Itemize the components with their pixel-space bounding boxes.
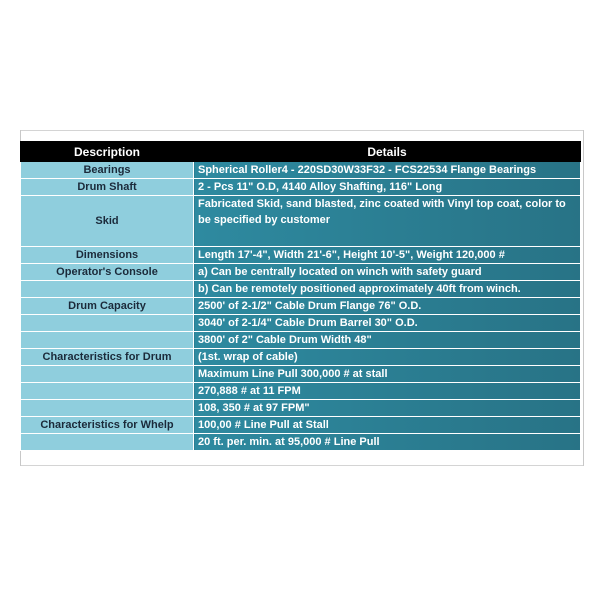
table-row bbox=[21, 434, 581, 451]
row-details: 3800' of 2" Cable Drum Width 48" bbox=[194, 332, 581, 349]
row-details: Spherical Roller4 - 220SD30W33F32 - FCS22534 Flange Bearings bbox=[194, 162, 581, 179]
row-description bbox=[21, 366, 194, 383]
row-description: Drum Capacity bbox=[21, 298, 194, 315]
table-row bbox=[21, 417, 581, 434]
header-row bbox=[21, 142, 581, 162]
row-description: Operator's Console bbox=[21, 264, 194, 281]
row-details: b) Can be remotely positioned approximately 40ft from winch. bbox=[194, 281, 581, 298]
row-description bbox=[21, 434, 194, 451]
row-details: 108, 350 # at 97 FPM" bbox=[194, 400, 581, 417]
row-description: Characteristics for Drum bbox=[21, 349, 194, 366]
table-row bbox=[21, 332, 581, 349]
table-row bbox=[21, 247, 581, 264]
row-description: Characteristics for Whelp bbox=[21, 417, 194, 434]
row-details: 3040' of 2-1/4" Cable Drum Barrel 30" O.D. bbox=[194, 315, 581, 332]
row-description: Skid bbox=[21, 196, 194, 247]
table-row bbox=[21, 196, 581, 247]
row-details: 2 - Pcs 11" O.D, 4140 Alloy Shafting, 116" Long bbox=[194, 179, 581, 196]
header-description: Description bbox=[21, 142, 194, 162]
row-description: Drum Shaft bbox=[21, 179, 194, 196]
row-details: 270,888 # at 11 FPM bbox=[194, 383, 581, 400]
row-details: Fabricated Skid, sand blasted, zinc coated with Vinyl top coat, color to be specified by customer bbox=[194, 196, 581, 247]
row-description: Dimensions bbox=[21, 247, 194, 264]
row-description: Bearings bbox=[21, 162, 194, 179]
table-row bbox=[21, 298, 581, 315]
row-details: Maximum Line Pull 300,000 # at stall bbox=[194, 366, 581, 383]
row-description bbox=[21, 332, 194, 349]
row-details: 20 ft. per. min. at 95,000 # Line Pull bbox=[194, 434, 581, 451]
row-details: a) Can be centrally located on winch with safety guard bbox=[194, 264, 581, 281]
table-row bbox=[21, 366, 581, 383]
header-details: Details bbox=[194, 142, 581, 162]
row-description bbox=[21, 383, 194, 400]
row-description bbox=[21, 281, 194, 298]
row-description bbox=[21, 400, 194, 417]
row-details: 2500' of 2-1/2" Cable Drum Flange 76" O.D. bbox=[194, 298, 581, 315]
row-details: (1st. wrap of cable) bbox=[194, 349, 581, 366]
table-row bbox=[21, 162, 581, 179]
row-details: Length 17'-4", Width 21'-6", Height 10'-5", Weight 120,000 # bbox=[194, 247, 581, 264]
table-row bbox=[21, 264, 581, 281]
specifications-table bbox=[20, 141, 581, 451]
table-row bbox=[21, 400, 581, 417]
row-details: 100,00 # Line Pull at Stall bbox=[194, 417, 581, 434]
grid-line bbox=[21, 465, 583, 466]
table-row bbox=[21, 349, 581, 366]
table-row bbox=[21, 281, 581, 298]
row-description bbox=[21, 315, 194, 332]
table-row bbox=[21, 179, 581, 196]
grid-line bbox=[21, 130, 583, 131]
table-row bbox=[21, 383, 581, 400]
table-row bbox=[21, 315, 581, 332]
